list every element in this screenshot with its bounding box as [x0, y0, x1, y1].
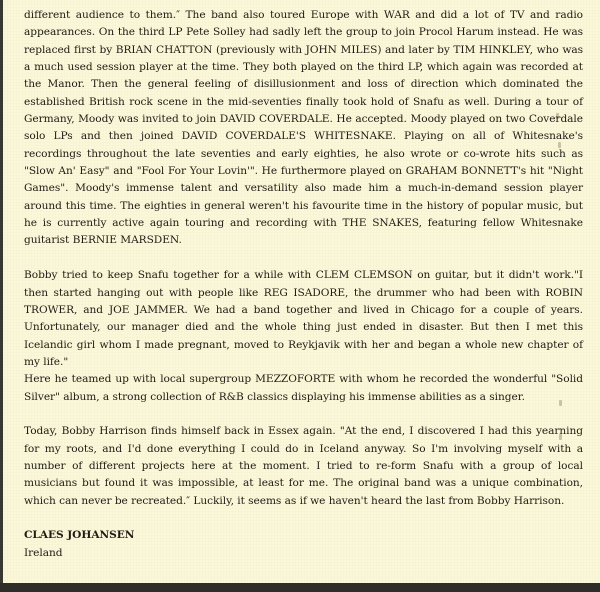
paragraph-bobby-quote: Bobby tried to keep Snafu together for a while with CLEM CLEMSON on guitar, but it didn't work."I then started hanging out with people like REG ISADORE, the drummer who had been with ROBIN TROWER, and JOE JAMMER. We had a band together and lived in Chicago for a couple of years. Unfortunately, our manager died and the whole thing just ended in disaster. But then I met this Icelandic girl whom I made pregnant, moved to Reykjavik with her and began a whole new chapter of my life." — [24, 269, 583, 368]
author-location: Ireland — [24, 546, 63, 559]
scan-bottom-edge — [0, 583, 600, 592]
booklet-page — [3, 0, 600, 583]
article-body — [24, 7, 583, 562]
paragraph-gap — [24, 406, 583, 423]
paragraph-moody-career: different audience to them.″ The band also toured Europe with WAR and did a lot of TV and radio appearances. On the third LP Pete Solley had sadly left the group to join Procol Harum instead. He was replaced first by BRIAN CHATTON (previously with JOHN MILES) and later by TIM HINKLEY, who was a much used session player at the time. They both played on the third LP, which again was recorded at the Manor. Then the general feeling of disillusionment and loss of direction which dominated the established British rock scene in the mid-seventies finally took hold of Snafu as well. During a tour of Germany, Moody was invited to join DAVID COVERDALE. He accepted. Moody played on two Coverdale solo LPs and then joined DAVID COVERDALE'S WHITESNAKE. Playing on all of Whitesnake's recordings throughout the late seventies and early eighties, he also wrote or co-wrote hits such as "Slow An' Easy" and "Fool For Your Lovin'". He furthermore played on GRAHAM BONNETT's hit "Night Games". Moody's immense talent and versatility also made him a much-in-demand session player around this time. The eighties in general weren't his favourite time in the history of popular music, but he is currently active again touring and recording with THE SNAKES, featuring fellow Whitesnake guitarist BERNIE MARSDEN. — [24, 9, 583, 247]
paragraph-today: Today, Bobby Harrison finds himself back in Essex again. "At the end, I discovered I had this yearning for my roots, and I'd done everything I could do in Iceland anyway. So I'm involving myself with a number of different projects here at the moment. I tried to re-form Snafu with a group of local musicians but found it was impossible, at least for me. The original band was a unique combination, which can never be recreated.″ Luckily, it seems as if we haven't heard the last from Bobby Harrison. — [24, 425, 583, 507]
author-name: CLAES JOHANSEN — [24, 529, 135, 542]
paragraph-gap — [24, 510, 583, 527]
paragraph-gap — [24, 250, 583, 267]
paragraph-mezzoforte: Here he teamed up with local supergroup MEZZOFORTE with whom he recorded the wonderful "Solid Silver" album, a strong collection of R&B classics displaying his immense abilities as a singer. — [24, 373, 583, 403]
